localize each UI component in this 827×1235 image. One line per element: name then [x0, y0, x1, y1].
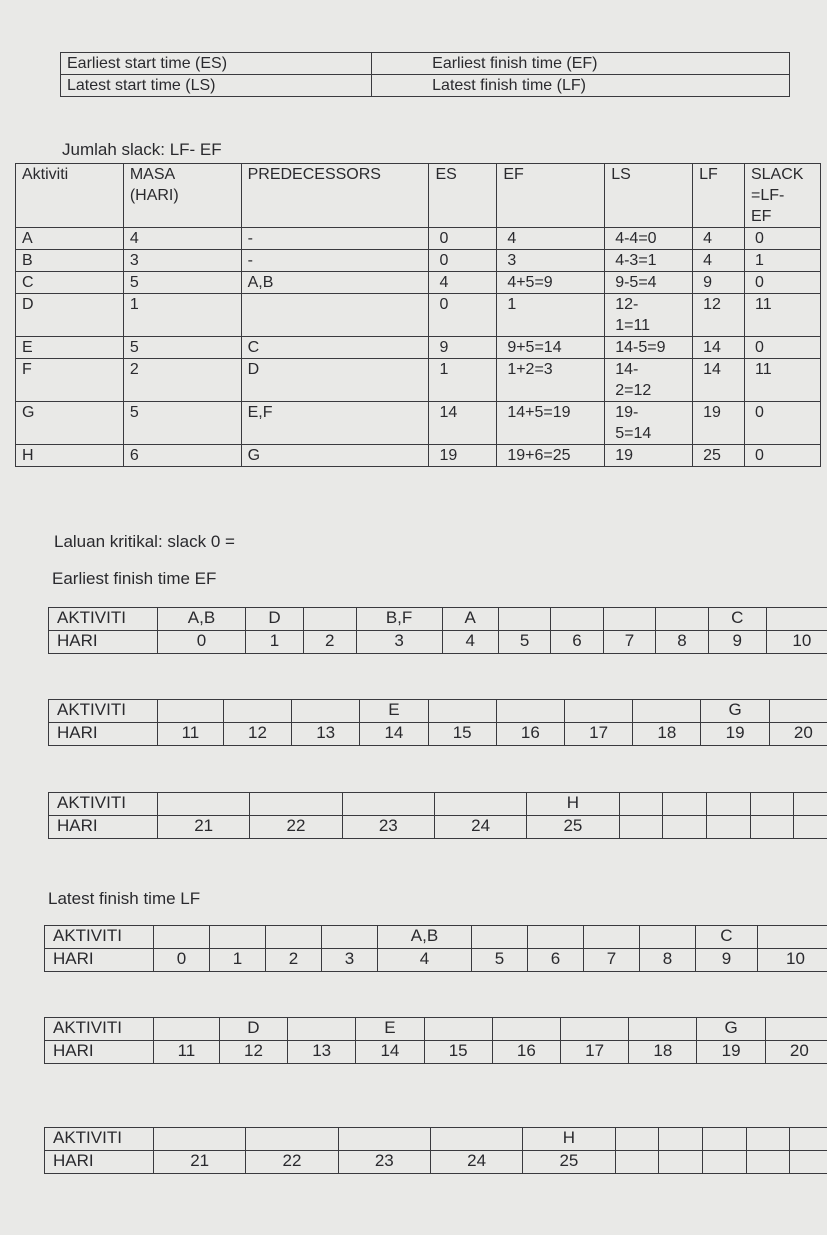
lf-timeline-2 [44, 1017, 827, 1064]
table-cell: 11 [744, 359, 820, 402]
legend-es: Earliest start time (ES) [61, 53, 372, 75]
day-cell: 4 [378, 949, 472, 972]
day-cell: 14 [356, 1041, 424, 1064]
row-label: AKTIVITI [49, 700, 158, 723]
activity-cell [757, 926, 827, 949]
activity-cell [527, 926, 583, 949]
day-cell: 2 [266, 949, 322, 972]
activity-cell [659, 1128, 703, 1151]
table-cell: 0 [744, 228, 820, 250]
activity-cell [292, 700, 360, 723]
hari-row [45, 949, 827, 972]
table-cell: G [241, 445, 429, 467]
day-cell: 23 [338, 1151, 430, 1174]
table-cell: 19 [605, 445, 693, 467]
activity-cell: C [695, 926, 757, 949]
table-cell: B [16, 250, 124, 272]
table-cell: 14 [693, 359, 745, 402]
activity-cell: E [356, 1018, 424, 1041]
day-cell [790, 1151, 827, 1174]
day-cell: 24 [434, 816, 526, 839]
table-cell: A [16, 228, 124, 250]
activity-cell [154, 926, 210, 949]
aktiviti-row [45, 1018, 827, 1041]
column-header: LF [693, 164, 745, 228]
row-label: HARI [45, 1151, 154, 1174]
activity-cell [765, 1018, 827, 1041]
ef-section-title: Earliest finish time EF [52, 569, 217, 588]
table-cell: 14-5=9 [605, 337, 693, 359]
aktiviti-row [49, 793, 827, 816]
table-cell: 9+5=14 [497, 337, 605, 359]
table-cell: 9-5=4 [605, 272, 693, 294]
day-cell: 18 [633, 723, 701, 746]
table-cell: E [16, 337, 124, 359]
table-cell: 5 [123, 272, 241, 294]
activity-cell: C [708, 608, 766, 631]
day-cell: 6 [551, 631, 603, 654]
row-label: HARI [49, 723, 158, 746]
table-cell: 12 [693, 294, 745, 337]
day-cell: 3 [356, 631, 442, 654]
table-cell: 25 [693, 445, 745, 467]
day-cell: 25 [523, 1151, 615, 1174]
column-header: SLACK =LF- EF [744, 164, 820, 228]
column-header: Aktiviti [16, 164, 124, 228]
activity-cell [154, 1018, 220, 1041]
row-label: AKTIVITI [45, 926, 154, 949]
table-row [16, 250, 821, 272]
day-cell: 4 [442, 631, 498, 654]
column-header: MASA (HARI) [123, 164, 241, 228]
activity-cell [561, 1018, 629, 1041]
day-cell: 9 [695, 949, 757, 972]
table-cell: 0 [429, 294, 497, 337]
day-cell: 12 [219, 1041, 287, 1064]
table-cell: D [16, 294, 124, 337]
day-cell [663, 816, 707, 839]
table-row [16, 272, 821, 294]
table-cell: E,F [241, 402, 429, 445]
activity-cell [304, 608, 356, 631]
hari-row [49, 631, 827, 654]
day-cell: 10 [757, 949, 827, 972]
day-cell: 16 [492, 1041, 560, 1064]
table-cell: F [16, 359, 124, 402]
activity-cell [498, 608, 550, 631]
day-cell: 21 [154, 1151, 246, 1174]
table-row [16, 228, 821, 250]
table-cell: 11 [744, 294, 820, 337]
day-cell: 13 [292, 723, 360, 746]
activity-cell: G [697, 1018, 765, 1041]
activity-cell [750, 793, 794, 816]
day-cell: 7 [603, 631, 655, 654]
activity-cell: E [360, 700, 428, 723]
table-cell: D [241, 359, 429, 402]
table-cell: 0 [429, 228, 497, 250]
activity-cell [266, 926, 322, 949]
day-cell: 19 [697, 1041, 765, 1064]
table-cell: C [16, 272, 124, 294]
table-cell: 1+2=3 [497, 359, 605, 402]
day-cell: 20 [769, 723, 827, 746]
day-cell: 17 [565, 723, 633, 746]
table-cell: H [16, 445, 124, 467]
day-cell: 11 [158, 723, 224, 746]
day-cell: 20 [765, 1041, 827, 1064]
activity-cell [158, 793, 250, 816]
activity-cell [656, 608, 708, 631]
table-cell: 1 [429, 359, 497, 402]
day-cell [746, 1151, 790, 1174]
day-cell: 25 [527, 816, 619, 839]
day-cell: 8 [656, 631, 708, 654]
day-cell: 10 [766, 631, 827, 654]
activity-cell [154, 1128, 246, 1151]
activity-cell [471, 926, 527, 949]
day-cell [619, 816, 663, 839]
table-cell: 4 [693, 228, 745, 250]
aktiviti-row [49, 608, 827, 631]
day-cell [750, 816, 794, 839]
table-cell: 0 [744, 337, 820, 359]
table-cell: G [16, 402, 124, 445]
slack-formula: Jumlah slack: LF- EF [62, 140, 222, 159]
table-row [16, 294, 821, 337]
day-cell: 12 [223, 723, 291, 746]
table-cell: 4 [497, 228, 605, 250]
legend-ls: Latest start time (LS) [61, 75, 372, 97]
row-label: HARI [45, 1041, 154, 1064]
day-cell: 14 [360, 723, 428, 746]
table-cell [241, 294, 429, 337]
activity-cell [633, 700, 701, 723]
activity-cell [158, 700, 224, 723]
day-cell [706, 816, 750, 839]
activity-cell: G [701, 700, 769, 723]
row-label: AKTIVITI [45, 1018, 154, 1041]
activity-cell [629, 1018, 697, 1041]
table-cell: 5 [123, 402, 241, 445]
legend-ef: Earliest finish time (EF) [372, 53, 790, 75]
activity-cell [615, 1128, 659, 1151]
day-cell: 13 [288, 1041, 356, 1064]
activity-cell [342, 793, 434, 816]
activity-cell [790, 1128, 827, 1151]
row-label: AKTIVITI [49, 608, 158, 631]
day-cell: 18 [629, 1041, 697, 1064]
ef-timeline-3 [48, 792, 827, 839]
hari-row [49, 816, 827, 839]
day-cell: 11 [154, 1041, 220, 1064]
day-cell: 7 [583, 949, 639, 972]
activity-cell [603, 608, 655, 631]
table-row [16, 445, 821, 467]
day-cell: 22 [246, 1151, 338, 1174]
critical-path-label: Laluan kritikal: slack 0 = [54, 532, 235, 551]
activity-cell [583, 926, 639, 949]
day-cell: 16 [496, 723, 564, 746]
column-header: ES [429, 164, 497, 228]
activity-cell [746, 1128, 790, 1151]
table-cell: 1 [123, 294, 241, 337]
activity-cell [250, 793, 342, 816]
day-cell [794, 816, 827, 839]
day-cell [615, 1151, 659, 1174]
table-row [16, 402, 821, 445]
aktiviti-row [49, 700, 827, 723]
table-cell: 3 [497, 250, 605, 272]
hari-row [45, 1151, 827, 1174]
activity-cell [428, 700, 496, 723]
table-cell: 14 [429, 402, 497, 445]
ef-timeline-2 [48, 699, 827, 746]
activity-cell [288, 1018, 356, 1041]
hari-row [49, 723, 827, 746]
table-cell: 4-3=1 [605, 250, 693, 272]
day-cell: 5 [471, 949, 527, 972]
activity-cell [246, 1128, 338, 1151]
activity-cell [492, 1018, 560, 1041]
day-cell: 0 [158, 631, 246, 654]
table-cell: 9 [693, 272, 745, 294]
day-cell: 6 [527, 949, 583, 972]
day-cell: 22 [250, 816, 342, 839]
activity-cell [663, 793, 707, 816]
activity-cell: A,B [158, 608, 246, 631]
day-cell: 8 [639, 949, 695, 972]
activity-cell: H [523, 1128, 615, 1151]
day-cell: 24 [430, 1151, 522, 1174]
table-cell: 4-4=0 [605, 228, 693, 250]
day-cell [702, 1151, 746, 1174]
table-cell: A,B [241, 272, 429, 294]
table-cell: 0 [744, 402, 820, 445]
day-cell: 0 [154, 949, 210, 972]
activity-cell [434, 793, 526, 816]
table-cell: 19 [429, 445, 497, 467]
table-cell: 1 [744, 250, 820, 272]
activity-cell: H [527, 793, 619, 816]
activity-cell [424, 1018, 492, 1041]
hari-row [45, 1041, 827, 1064]
day-cell: 15 [424, 1041, 492, 1064]
table-cell: 4+5=9 [497, 272, 605, 294]
table-cell: 12- 1=11 [605, 294, 693, 337]
table-cell: 14+5=19 [497, 402, 605, 445]
activity-cell [619, 793, 663, 816]
column-header: PREDECESSORS [241, 164, 429, 228]
ef-timeline-1 [48, 607, 827, 654]
row-label: HARI [49, 631, 158, 654]
activity-cell [766, 608, 827, 631]
activity-cell: D [219, 1018, 287, 1041]
activity-cell [769, 700, 827, 723]
lf-section-title: Latest finish time LF [48, 889, 201, 908]
activity-cell [496, 700, 564, 723]
activity-cell: A,B [378, 926, 472, 949]
day-cell: 5 [498, 631, 550, 654]
table-cell: - [241, 250, 429, 272]
lf-timeline-1 [44, 925, 827, 972]
activity-cell [639, 926, 695, 949]
table-cell: 6 [123, 445, 241, 467]
table-cell: 0 [744, 272, 820, 294]
table-cell: 0 [429, 250, 497, 272]
table-cell: 14- 2=12 [605, 359, 693, 402]
column-header: EF [497, 164, 605, 228]
row-label: AKTIVITI [45, 1128, 154, 1151]
legend-lf: Latest finish time (LF) [372, 75, 790, 97]
table-cell: 2 [123, 359, 241, 402]
table-cell: 5 [123, 337, 241, 359]
table-cell: 4 [693, 250, 745, 272]
table-cell: 1 [497, 294, 605, 337]
table-cell: C [241, 337, 429, 359]
day-cell: 19 [701, 723, 769, 746]
table-row [16, 337, 821, 359]
table-cell: 9 [429, 337, 497, 359]
table-cell: 14 [693, 337, 745, 359]
activity-cell [322, 926, 378, 949]
activity-cell [210, 926, 266, 949]
table-cell: 19 [693, 402, 745, 445]
table-cell: 19+6=25 [497, 445, 605, 467]
day-cell: 1 [246, 631, 304, 654]
table-cell: 4 [429, 272, 497, 294]
day-cell: 1 [210, 949, 266, 972]
day-cell: 15 [428, 723, 496, 746]
activity-table [15, 163, 821, 467]
activity-cell: B,F [356, 608, 442, 631]
table-row [16, 359, 821, 402]
activity-cell [223, 700, 291, 723]
day-cell: 23 [342, 816, 434, 839]
day-cell: 17 [561, 1041, 629, 1064]
activity-cell [551, 608, 603, 631]
table-cell: - [241, 228, 429, 250]
row-label: HARI [45, 949, 154, 972]
table-cell: 3 [123, 250, 241, 272]
activity-cell [702, 1128, 746, 1151]
row-label: AKTIVITI [49, 793, 158, 816]
table-cell: 0 [744, 445, 820, 467]
activity-cell: D [246, 608, 304, 631]
activity-cell [794, 793, 827, 816]
day-cell: 9 [708, 631, 766, 654]
day-cell: 3 [322, 949, 378, 972]
aktiviti-row [45, 926, 827, 949]
table-cell: 4 [123, 228, 241, 250]
day-cell: 21 [158, 816, 250, 839]
aktiviti-row [45, 1128, 827, 1151]
day-cell: 2 [304, 631, 356, 654]
activity-cell: A [442, 608, 498, 631]
activity-cell [430, 1128, 522, 1151]
activity-cell [565, 700, 633, 723]
activity-cell [706, 793, 750, 816]
day-cell [659, 1151, 703, 1174]
activity-cell [338, 1128, 430, 1151]
lf-timeline-3 [44, 1127, 827, 1174]
legend-table [60, 52, 790, 97]
table-cell: 19- 5=14 [605, 402, 693, 445]
column-header: LS [605, 164, 693, 228]
row-label: HARI [49, 816, 158, 839]
